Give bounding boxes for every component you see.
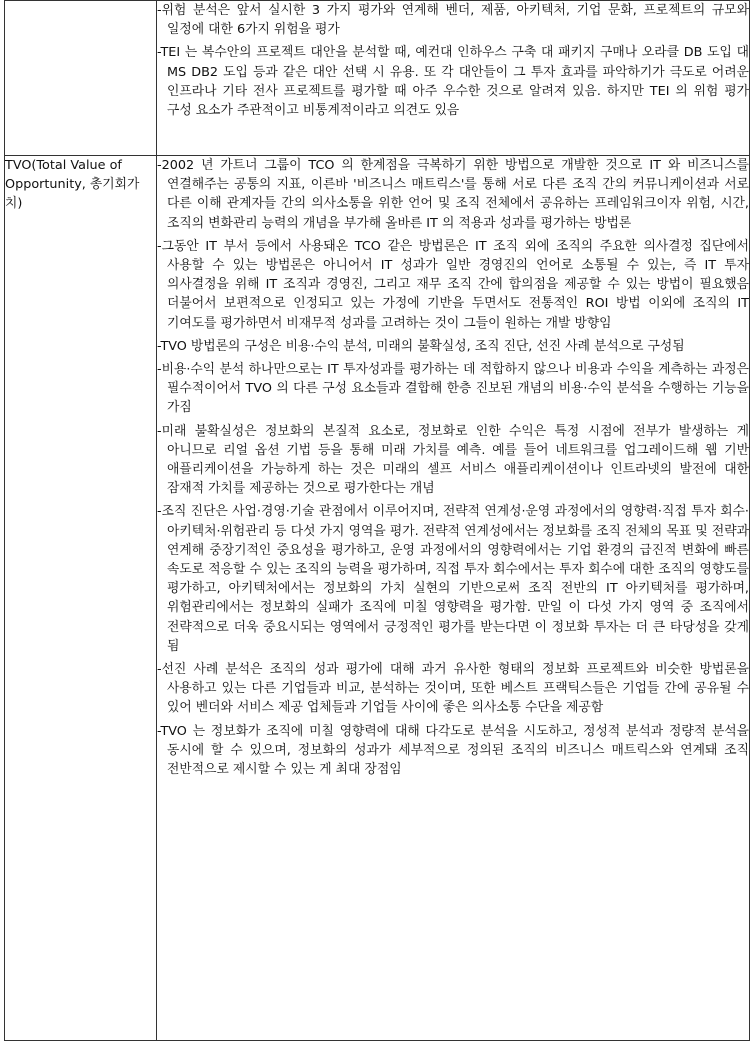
paragraph-tvo-background: -그동안 IT 부서 등에서 사용돼온 TCO 같은 방법론은 IT 조직 외에 조직의 주요한 의사결정 집단에서 사용할 수 있는 방법론은 아니어서 IT 성과가 일반 경영진의 언어로 소통될 수 있는, 즉 IT 투자 의사결정을 위해 IT 조직과 경영진, 그리고 재무 조직 간에 합의점을 제공할 수 있는 방법이 필요했음 더불어서 보편적으로 인정되고 있는 가정에 기반을 두면서도 전통적인 ROI 방법 이외에 조직의 IT 기여도를 평가하면서 비재무적 성과를 고려하는 것이 그들이 원하는 개발 방향임 <box>157 238 749 331</box>
paragraph-tvo-advantage: -TVO 는 정보화가 조직에 미칠 영향력에 대해 다각도로 분석을 시도하고, 정성적 분석과 정량적 분석을 동시에 할 수 있으며, 정보화의 성과가 세부적으로 정의된 조직의 비즈니스 매트릭스와 연계돼 조직 전반적으로 제시할 수 있는 게 최대 장점임 <box>157 723 749 778</box>
table-row <box>5 156 750 1041</box>
paragraph-tvo-definition: -2002 년 가트너 그룹이 TCO 의 한계점을 극복하기 위한 방법으로 개발한 것으로 IT 와 비즈니스를 연결해주는 공통의 지표, 이른바 '비즈니스 매트릭스'를 통해 서로 다른 조직 간의 커뮤니케이션과 서로 다른 이해 관계자들 간의 의사소통을 위한 언어 및 조직 전체에서 공유하는 프레임워크이자 위험, 시간, 조직의 변화관리 능력의 개념을 부가해 올바른 IT 의 적용과 성과를 평가하는 방법론 <box>157 158 749 231</box>
paragraph-tei-usage: -TEI 는 복수안의 프로젝트 대안을 분석할 때, 예컨대 인하우스 구축 대 패키지 구매나 오라클 DB 도입 대 MS DB2 도입 등과 같은 대안 선택 시 유용. 또 각 대안들이 그 투자 효과를 파악하기가 극도로 어려운 인프라나 기타 전사 프로젝트를 평가할 때 아주 우수한 것으로 알려져 있음. 하지만 TEI 의 위험 평가 구성 요소가 주관적이고 비통계적이라고 의견도 있음 <box>157 45 749 119</box>
paragraph-organization-diagnosis: -조직 진단은 사업·경영·기술 관점에서 이루어지며, 전략적 연계성·운영 과정에서의 영향력·직접 투자 회수·아키텍처·위험관리 등 다섯 가지 영역을 평가. 전략적 연계성에서는 정보화를 조직 전체의 목표 및 전략과 연계해 중장기적인 중요성을 평가하고, 운영 과정에서의 영향력에서는 기업 환경의 급진적 변화에 빠른 속도로 적응할 수 있는 조직의 능력을 평가하며, 직접 투자 회수에서는 투자 회수에 대한 조직의 영향도를 평가하고, 아키텍처에서는 정보화의 가치 실현의 기반으로써 조직 전반의 IT 아키텍처를 평가하며, 위험관리에서는 정보화의 실패가 조직에 미칠 영향력을 평가함. 만일 이 다섯 가지 영역 중 조직에서 전략적으로 더욱 중요시되는 영역에서 긍정적인 평가를 받는다면 이 정보화 투자는 더 큰 타당성을 갖게 됨 <box>157 504 749 654</box>
paragraph-cost-benefit: -비용·수익 분석 하나만으로는 IT 투자성과를 평가하는 데 적합하지 않으나 비용과 수익을 계측하는 과정은 필수적이어서 TVO 의 다른 구성 요소들과 결합해 한층 진보된 개념의 비용·수익 분석을 수행하는 기능을 가짐 <box>157 362 749 416</box>
paragraph-tvo-components: -TVO 방법론의 구성은 비용·수익 분석, 미래의 불확실성, 조직 진단, 선진 사례 분석으로 구성됨 <box>157 338 685 354</box>
term-cell: TVO(Total Value of Opportunity, 총기회가치) <box>5 156 157 1041</box>
term-cell <box>5 1 157 156</box>
table-row <box>5 1 750 156</box>
paragraph-future-uncertainty: -미래 불확실성은 정보화의 본질적 요소로, 정보화로 인한 수익은 특정 시점에 전부가 발생하는 게 아니므로 리얼 옵션 기법 등을 통해 미래 가치를 예측. 예를 들어 네트워크를 업그레이드해 웹 기반 애플리케이션을 가능하게 하는 것은 미래의 셀프 서비스 애플리케이션이나 인트라넷의 발전에 대한 잠재적 가치를 제공하는 것으로 평가한다는 개념 <box>157 423 749 497</box>
paragraph-risk-analysis: -위험 분석은 앞서 실시한 3 가지 평가와 연계해 벤더, 제품, 아키텍처, 기업 문화, 프로젝트의 규모와 일정에 대한 6가지 위험을 평가 <box>157 3 749 38</box>
paragraph-best-practice: -선진 사례 분석은 조직의 성과 평가에 대해 과거 유사한 형태의 정보화 프로젝트와 비슷한 방법론을 사용하고 있는 다른 기업들과 비교, 분석하는 것이며, 또한 베스트 프랙틱스들은 기업들 간에 공유될 수 있어 벤더와 서비스 제공 업체들과 기업들 사이에 좋은 의사소통 수단을 제공함 <box>157 662 749 716</box>
content-table <box>4 0 750 1041</box>
description-cell <box>157 156 750 1041</box>
description-cell <box>157 1 750 156</box>
